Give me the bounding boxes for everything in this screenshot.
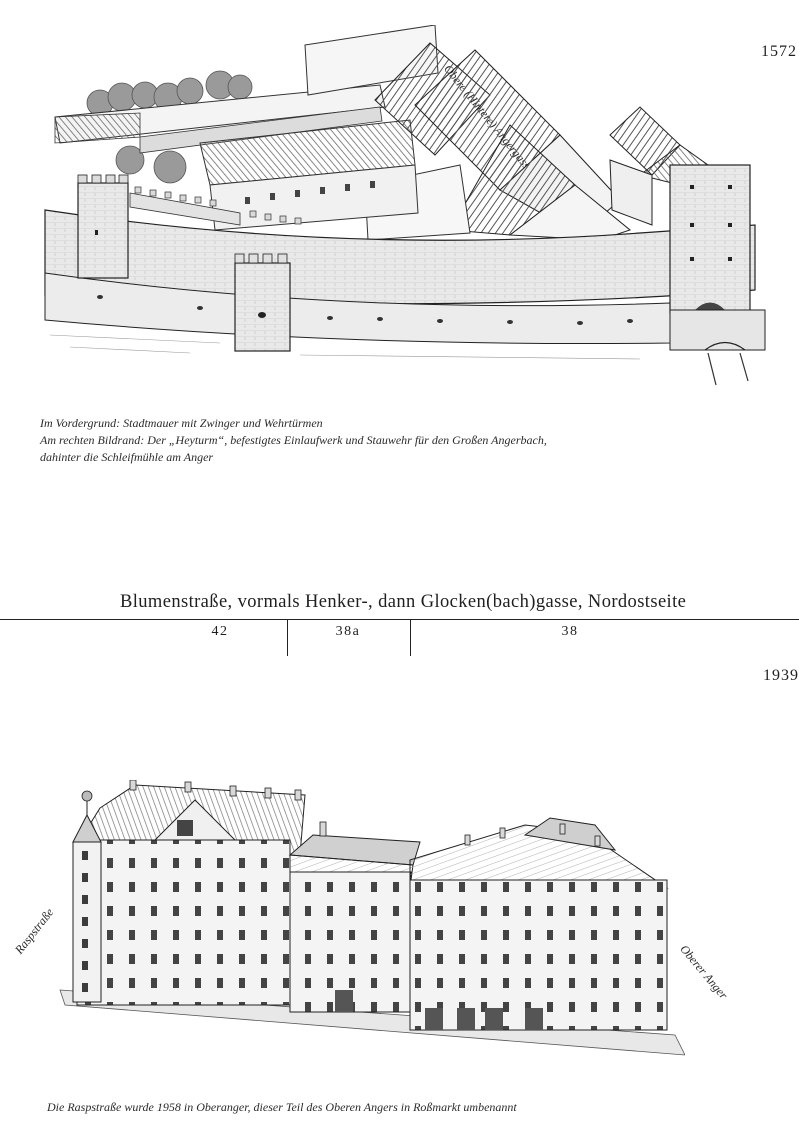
street-label-raspstrasse: Raspstraße <box>12 905 57 957</box>
caption-line-1: Im Vordergrund: Stadtmauer mit Zwinger und Wehrtürmen <box>40 416 323 430</box>
apartment-buildings-illustration <box>55 780 685 1080</box>
house-number-38a: 38a <box>335 624 361 639</box>
house-number-38: 38 <box>561 624 579 639</box>
top-caption <box>40 415 760 466</box>
city-wall-illustration <box>40 25 790 390</box>
street-label-oberer-anger: Oberer Anger <box>677 942 731 1002</box>
street-title: Blumenstraße, vormals Henker-, dann Glocken(bach)gasse, Nordostseite <box>120 592 687 612</box>
caption-line-2: Am rechten Bildrand: Der „Heyturm“, befestigtes Einlaufwerk und Stauwehr für den Großen Angerbach, <box>40 433 547 447</box>
house-divider-1 <box>287 620 288 656</box>
year-1939: 1939 <box>763 667 799 684</box>
horizontal-divider-line <box>0 619 799 620</box>
year-1572: 1572 <box>761 43 797 60</box>
house-number-42: 42 <box>211 624 229 639</box>
house-divider-2 <box>410 620 411 656</box>
bottom-caption: Die Raspstraße wurde 1958 in Oberanger, dieser Teil des Oberen Angers in Roßmarkt umbenannt <box>47 1100 517 1114</box>
caption-line-3: dahinter die Schleifmühle am Anger <box>40 450 214 464</box>
